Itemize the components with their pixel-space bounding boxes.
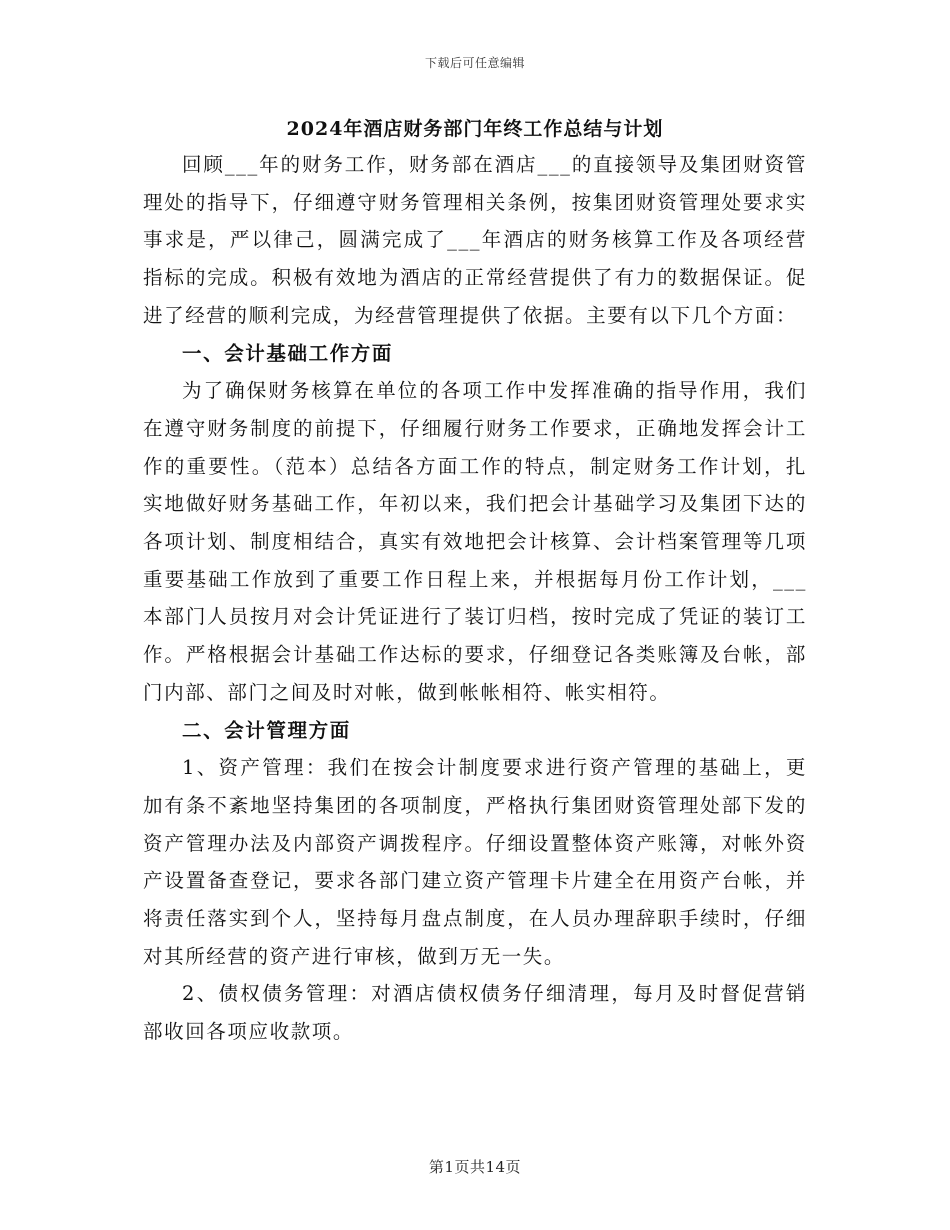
document-title: 2024年酒店财务部门年终工作总结与计划 xyxy=(286,118,664,140)
document-body xyxy=(143,146,807,1051)
accounting-basics-paragraph: 为了确保财务核算在单位的各项工作中发挥准确的指导作用，我们在遵守财务制度的前提下，仔细履行财务工作要求，正确地发挥会计工作的重要性。（范本）总结各方面工作的特点，制定财务工作计划，扎实地做好财务基础工作，年初以来，我们把会计基础学习及集团下达的各项计划、制度相结合，真实有效地把会计核算、会计档案管理等几项重要基础工作放到了重要工作日程上来，并根据每月份工作计划，___本部门人员按月对会计凭证进行了装订归档，按时完成了凭证的装订工作。严格根据会计基础工作达标的要求，仔细登记各类账簿及台帐，部门内部、部门之间及时对帐，做到帐帐相符、帐实相符。 xyxy=(143,379,807,704)
intro-paragraph: 回顾___年的财务工作，财务部在酒店___的直接领导及集团财资管理处的指导下，仔细遵守财务管理相关条例，按集团财资管理处要求实事求是，严以律己，圆满完成了___年酒店的财务核算工作及各项经营指标的完成。积极有效地为酒店的正常经营提供了有力的数据保证。促进了经营的顺利完成，为经营管理提供了依据。主要有以下几个方面： xyxy=(143,153,807,327)
section-heading-accounting-basics: 一、会计基础工作方面 xyxy=(182,341,394,365)
page-number: 第1页共14页 xyxy=(428,1158,522,1176)
section-heading-accounting-management: 二、会计管理方面 xyxy=(182,718,351,742)
asset-management-paragraph: 1、资产管理：我们在按会计制度要求进行资产管理的基础上，更加有条不紊地坚持集团的各项制度，严格执行集团财资管理处部下发的资产管理办法及内部资产调拨程序。仔细设置整体资产账簿，对帐外资产设置备查登记，要求各部门建立资产管理卡片建全在用资产台帐，并将责任落实到个人，坚持每月盘点制度，在人员办理辞职手续时，仔细对其所经营的资产进行审核，做到万无一失。 xyxy=(143,756,807,968)
page-header-note: 下载后可任意编辑 xyxy=(424,56,525,70)
debt-management-paragraph: 2、债权债务管理：对酒店债权债务仔细清理，每月及时督促营销部收回各项应收款项。 xyxy=(143,982,807,1044)
